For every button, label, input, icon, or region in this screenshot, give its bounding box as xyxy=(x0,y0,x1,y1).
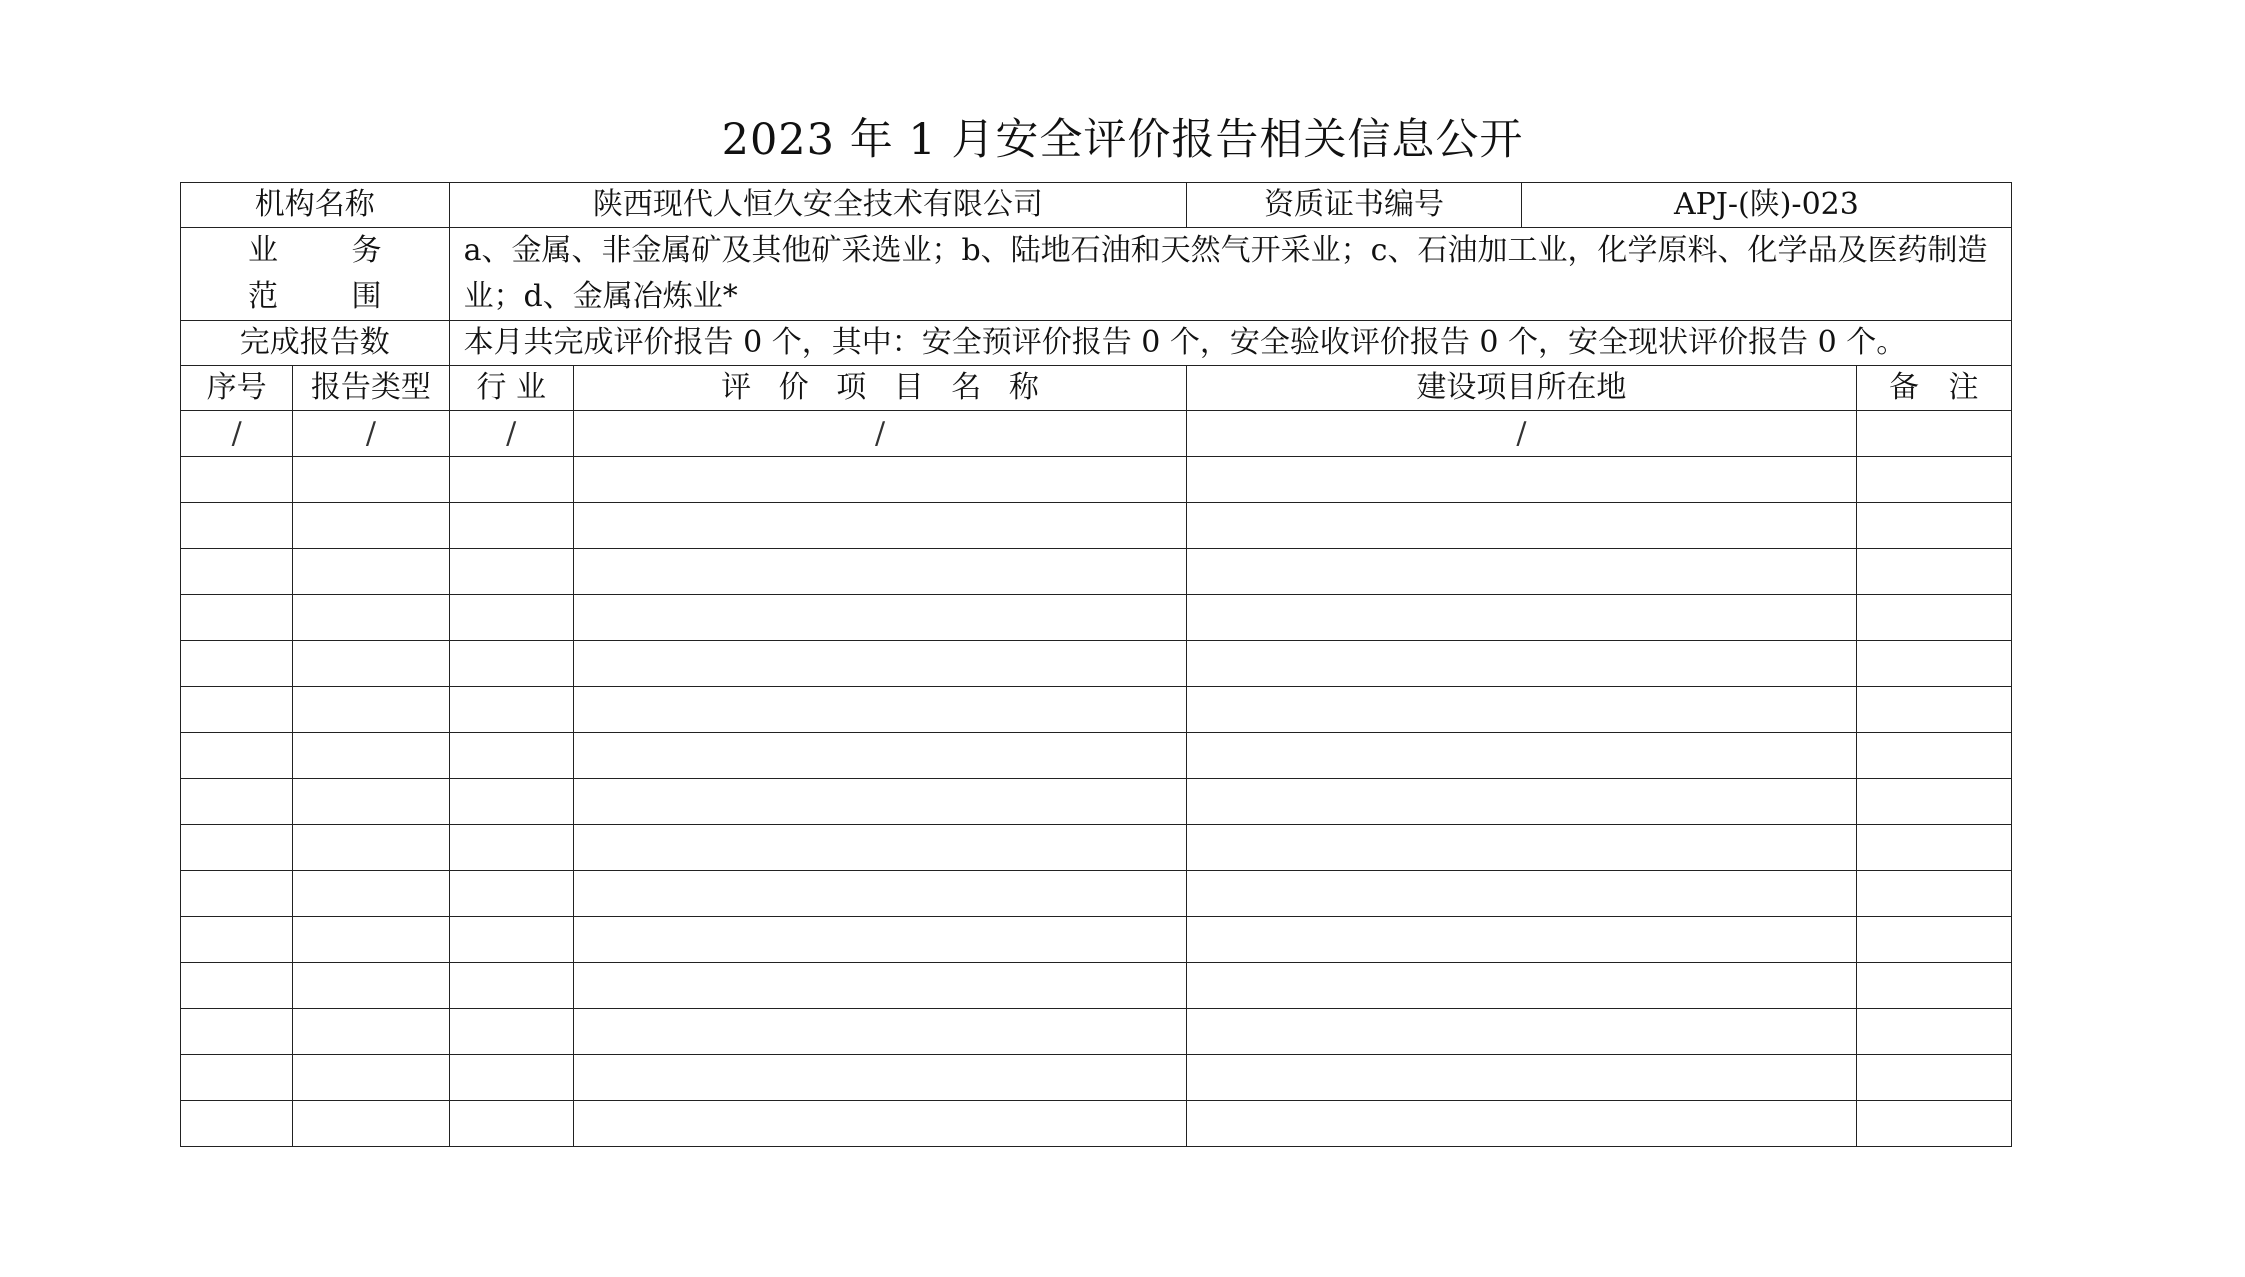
cert-number-value: APJ-(陕)-023 xyxy=(1521,183,2011,228)
column-header-row xyxy=(181,366,2012,411)
cell-project-name xyxy=(573,1055,1186,1101)
cell-report-type xyxy=(293,641,449,687)
cell-industry xyxy=(449,503,573,549)
cell-seq xyxy=(181,733,293,779)
cell-project-location xyxy=(1187,825,1856,871)
table-row xyxy=(181,733,2012,779)
cell-project-name xyxy=(573,1101,1186,1147)
cell-industry: / xyxy=(449,411,573,457)
cell-seq xyxy=(181,871,293,917)
cell-remark xyxy=(1856,779,2011,825)
business-scope-label xyxy=(181,228,450,321)
cell-remark xyxy=(1856,825,2011,871)
cell-project-name xyxy=(573,871,1186,917)
cell-remark xyxy=(1856,641,2011,687)
cell-remark xyxy=(1856,733,2011,779)
cell-report-type xyxy=(293,917,449,963)
col-header-project-location: 建设项目所在地 xyxy=(1187,366,1856,411)
cell-project-location: / xyxy=(1187,411,1856,457)
col-header-seq: 序号 xyxy=(181,366,293,411)
page-title: 2023 年 1 月安全评价报告相关信息公开 xyxy=(721,115,1524,165)
cell-remark xyxy=(1856,963,2011,1009)
cell-report-type xyxy=(293,871,449,917)
cell-remark xyxy=(1856,1009,2011,1055)
cell-remark xyxy=(1856,503,2011,549)
cell-report-type xyxy=(293,1009,449,1055)
cell-remark xyxy=(1856,1055,2011,1101)
cell-seq xyxy=(181,825,293,871)
cell-project-location xyxy=(1187,779,1856,825)
cell-seq xyxy=(181,917,293,963)
org-row xyxy=(181,183,2012,228)
cell-report-type xyxy=(293,733,449,779)
cell-project-location xyxy=(1187,503,1856,549)
business-scope-label-line2: 范 围 xyxy=(248,279,414,314)
cell-remark xyxy=(1856,917,2011,963)
cell-project-name xyxy=(573,917,1186,963)
cell-industry xyxy=(449,641,573,687)
cell-project-location xyxy=(1187,1101,1856,1147)
cell-project-name xyxy=(573,595,1186,641)
col-header-project-name: 评 价 项 目 名 称 xyxy=(573,366,1186,411)
cell-industry xyxy=(449,733,573,779)
cell-industry xyxy=(449,871,573,917)
cell-remark xyxy=(1856,549,2011,595)
cell-remark xyxy=(1856,871,2011,917)
cell-project-name xyxy=(573,687,1186,733)
cell-seq xyxy=(181,1009,293,1055)
cell-seq xyxy=(181,687,293,733)
cell-industry xyxy=(449,825,573,871)
org-name-value: 陕西现代人恒久安全技术有限公司 xyxy=(449,183,1187,228)
cell-project-location xyxy=(1187,733,1856,779)
table-row xyxy=(181,917,2012,963)
cell-remark xyxy=(1856,411,2011,457)
table-row xyxy=(181,1009,2012,1055)
cell-industry xyxy=(449,1009,573,1055)
cell-remark xyxy=(1856,1101,2011,1147)
cell-remark xyxy=(1856,457,2011,503)
cell-project-name xyxy=(573,641,1186,687)
table-row xyxy=(181,825,2012,871)
cell-project-name xyxy=(573,1009,1186,1055)
completed-reports-value: 本月共完成评价报告 0 个，其中：安全预评价报告 0 个，安全验收评价报告 0 个，安全现状评价报告 0 个。 xyxy=(449,321,2011,366)
cell-project-name: / xyxy=(573,411,1186,457)
cell-project-name xyxy=(573,825,1186,871)
cell-report-type: / xyxy=(293,411,449,457)
scope-row xyxy=(181,228,2012,321)
cell-report-type xyxy=(293,687,449,733)
cell-seq xyxy=(181,1101,293,1147)
cell-project-location xyxy=(1187,595,1856,641)
cell-project-name xyxy=(573,963,1186,1009)
table-row xyxy=(181,687,2012,733)
business-scope-value: a、金属、非金属矿及其他矿采选业；b、陆地石油和天然气开采业；c、石油加工业，化学原料、化学品及医药制造业；d、金属冶炼业* xyxy=(449,228,2011,321)
cell-industry xyxy=(449,1101,573,1147)
col-header-remark: 备 注 xyxy=(1856,366,2011,411)
cell-report-type xyxy=(293,503,449,549)
table-row xyxy=(181,871,2012,917)
cell-report-type xyxy=(293,1055,449,1101)
cell-report-type xyxy=(293,549,449,595)
cell-report-type xyxy=(293,595,449,641)
cell-seq: / xyxy=(181,411,293,457)
cell-project-location xyxy=(1187,1055,1856,1101)
cell-seq xyxy=(181,641,293,687)
data-rows xyxy=(181,411,2012,1147)
cell-seq xyxy=(181,457,293,503)
table-row xyxy=(181,457,2012,503)
business-scope-label-line1: 业 务 xyxy=(248,233,414,268)
cell-project-location xyxy=(1187,687,1856,733)
col-header-industry: 行 业 xyxy=(449,366,573,411)
org-name-label: 机构名称 xyxy=(181,183,450,228)
reports-row xyxy=(181,321,2012,366)
cell-project-location xyxy=(1187,871,1856,917)
cell-project-name xyxy=(573,733,1186,779)
completed-reports-label: 完成报告数 xyxy=(181,321,450,366)
cell-project-location xyxy=(1187,457,1856,503)
cell-seq xyxy=(181,549,293,595)
disclosure-table xyxy=(180,182,2012,1147)
cell-remark xyxy=(1856,687,2011,733)
cell-report-type xyxy=(293,1101,449,1147)
cell-seq xyxy=(181,503,293,549)
cell-project-name xyxy=(573,457,1186,503)
cell-industry xyxy=(449,963,573,1009)
table-row xyxy=(181,779,2012,825)
table-row xyxy=(181,641,2012,687)
cell-project-location xyxy=(1187,963,1856,1009)
cell-project-location xyxy=(1187,641,1856,687)
cell-industry xyxy=(449,595,573,641)
cell-industry xyxy=(449,917,573,963)
cell-report-type xyxy=(293,779,449,825)
cell-industry xyxy=(449,549,573,595)
cell-project-location xyxy=(1187,549,1856,595)
cell-industry xyxy=(449,779,573,825)
col-header-report-type: 报告类型 xyxy=(293,366,449,411)
table-row xyxy=(181,411,2012,457)
cert-number-label: 资质证书编号 xyxy=(1187,183,1522,228)
table-row xyxy=(181,595,2012,641)
cell-industry xyxy=(449,457,573,503)
cell-project-location xyxy=(1187,1009,1856,1055)
cell-seq xyxy=(181,963,293,1009)
cell-seq xyxy=(181,595,293,641)
table-row xyxy=(181,549,2012,595)
cell-remark xyxy=(1856,595,2011,641)
table-row xyxy=(181,963,2012,1009)
table-row xyxy=(181,1101,2012,1147)
table-row xyxy=(181,1055,2012,1101)
cell-seq xyxy=(181,779,293,825)
cell-project-location xyxy=(1187,917,1856,963)
cell-industry xyxy=(449,1055,573,1101)
cell-seq xyxy=(181,1055,293,1101)
cell-project-name xyxy=(573,503,1186,549)
cell-report-type xyxy=(293,457,449,503)
cell-report-type xyxy=(293,825,449,871)
cell-industry xyxy=(449,687,573,733)
cell-project-name xyxy=(573,779,1186,825)
cell-report-type xyxy=(293,963,449,1009)
table-row xyxy=(181,503,2012,549)
cell-project-name xyxy=(573,549,1186,595)
